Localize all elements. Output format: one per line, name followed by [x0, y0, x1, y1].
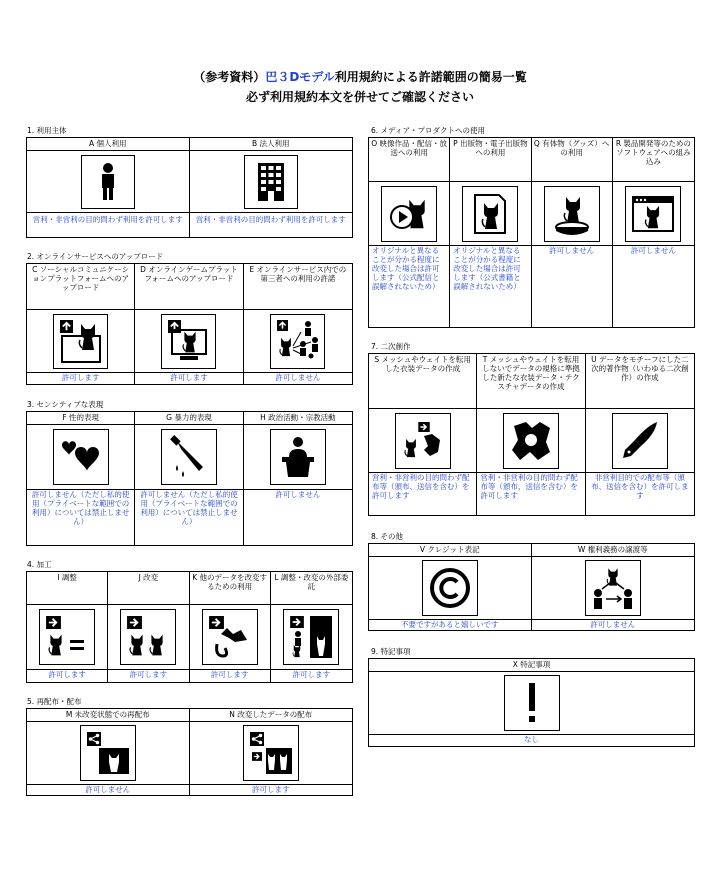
item-i: [27, 572, 108, 682]
item-answer: 許可しません: [630, 246, 676, 255]
section-heading-5: 5. 再配布・配布: [27, 697, 82, 706]
share-modified-icon: [243, 725, 299, 781]
item-answer: 営利・非営利の目的問わず利用を許可します: [32, 215, 183, 224]
item-answer: オリジナルと異なることが分かる程度に改変した場合は許可します（公式書籍と誤解されないため）: [453, 246, 521, 291]
item-u: [586, 354, 694, 515]
adjust-icon: [39, 609, 95, 665]
item-e: [244, 264, 352, 384]
item-answer: 許可します: [252, 785, 290, 794]
section-5-table: [26, 708, 353, 796]
item-c: [27, 264, 135, 384]
item-answer: オリジナルと異なることが分かる程度に改変した場合は許可します（公式配信と誤解されないため）: [372, 246, 440, 291]
transfer-icon: [585, 560, 641, 616]
item-x: [369, 659, 694, 746]
item-answer: 許可しません: [275, 490, 321, 499]
item-answer: 不要ですがあると嬉しいです: [401, 620, 499, 629]
item-d: [135, 264, 243, 384]
item-header: M 未改変状態での再配布: [27, 709, 189, 722]
item-answer: 許可しません: [275, 373, 321, 382]
knife-icon: [161, 429, 217, 485]
document-title: （参考資料）巴３Dモデル利用規約による許諾範囲の簡易一覧: [193, 70, 527, 84]
section-4-table: [26, 571, 353, 683]
item-header: K 他のデータを改変するための利用: [190, 572, 270, 605]
item-l: [271, 572, 352, 682]
item-s: [369, 354, 477, 515]
section-heading-4: 4. 加工: [27, 560, 52, 569]
section-3-table: [26, 411, 353, 546]
item-answer: 許可します: [170, 373, 208, 382]
item-header: C ソーシャルコミュニケーションプラットフォームへのアップロード: [27, 264, 134, 310]
costume-icon: [395, 413, 451, 469]
hearts-icon: [53, 429, 109, 485]
item-header: D オンラインゲームプラットフォームへのアップロード: [135, 264, 242, 310]
item-v: [369, 544, 532, 630]
item-r: [613, 138, 694, 327]
item-g: [135, 412, 243, 545]
podium-icon: [270, 429, 326, 485]
item-h: [244, 412, 352, 545]
brand-name: 巴３Dモデル: [265, 70, 335, 84]
item-header: B 法人利用: [190, 138, 353, 151]
section-heading-7: 7. 二次創作: [371, 342, 411, 351]
section-2-table: [26, 263, 353, 385]
item-answer: 許可しません: [590, 620, 636, 629]
section-heading-9: 9. 特記事項: [371, 647, 411, 656]
new-costume-icon: [503, 413, 559, 469]
item-answer: 営利・非営利の目的問わず配布等（頒布、送信を含む）を許可します: [372, 473, 470, 500]
item-k: [190, 572, 271, 682]
item-answer: なし: [524, 735, 539, 744]
pen-icon: [612, 413, 668, 469]
item-header: P 出版物・電子出版物への利用: [450, 138, 530, 182]
item-j: [108, 572, 189, 682]
item-n: [190, 709, 353, 795]
item-answer: 許可します: [210, 670, 249, 679]
section-heading-2: 2. オンラインサービスへのアップロード: [27, 252, 164, 261]
social-upload-icon: [53, 314, 108, 369]
item-header: Q 有体物（グッズ）への利用: [532, 138, 612, 182]
item-header: R 製品開発等のためのソフトウェアへの組み込み: [613, 138, 694, 182]
video-icon: [381, 186, 437, 242]
section-heading-1: 1. 利用主体: [27, 126, 67, 135]
section-1-table: [26, 137, 353, 238]
share-unmodified-icon: [80, 725, 136, 781]
item-header: O 映像作品・配信・放送への利用: [369, 138, 449, 182]
item-answer: 許可しません（ただし私的使用（プライベートな範囲での利用）については禁止しません）: [31, 490, 130, 526]
item-w: [532, 544, 695, 630]
section-8-table: [368, 543, 695, 631]
item-b: [190, 138, 353, 237]
software-window-icon: [625, 186, 681, 242]
item-header: A 個人利用: [27, 138, 189, 151]
item-header: G 暴力的表現: [135, 412, 242, 425]
item-answer: 許可します: [61, 373, 100, 382]
document-icon: [462, 186, 518, 242]
item-header: I 調整: [27, 572, 107, 605]
item-answer: 許可します: [48, 670, 86, 679]
item-header: L 調整・改変の外部委託: [271, 572, 352, 605]
section-6-table: [368, 137, 695, 328]
item-header: V クレジット表記: [369, 544, 531, 557]
item-p: [450, 138, 531, 327]
item-header: N 改変したデータの配布: [190, 709, 353, 722]
item-answer: 営利・非営利の目的問わず配布等（頒布、送信を含む）を許可します: [480, 473, 578, 500]
section-heading-3: 3. センシティブな表現: [27, 400, 104, 409]
document-subtitle: 必ず利用規約本文を併せてご確認ください: [245, 90, 474, 104]
item-answer: 許可します: [129, 670, 168, 679]
section-heading-8: 8. その他: [371, 532, 404, 541]
figure-icon: [544, 186, 600, 242]
item-answer: 許可します: [292, 670, 331, 679]
item-answer: 許可しません: [85, 785, 131, 794]
person-icon: [81, 155, 135, 209]
section-9-table: [368, 658, 695, 747]
third-party-license-icon: [270, 314, 325, 369]
building-icon: [244, 155, 298, 209]
item-answer: 営利・非営利の目的問わず利用を許可します: [195, 215, 346, 224]
exclamation-icon: [504, 675, 560, 731]
item-header: F 性的表現: [27, 412, 134, 425]
item-m: [27, 709, 190, 795]
item-answer: 許可しません: [549, 246, 595, 255]
game-upload-icon: [161, 314, 216, 369]
item-a: [27, 138, 190, 237]
section-heading-6: 6. メディア・プロダクトへの使用: [371, 126, 485, 135]
item-header: X 特記事項: [369, 659, 694, 672]
item-header: H 政治活動・宗教活動: [244, 412, 352, 425]
copyright-icon: [422, 560, 478, 616]
item-header: E オンラインサービス内での第三者への利用の許諾: [244, 264, 352, 310]
item-header: W 権利義務の譲渡等: [532, 544, 695, 557]
item-header: T メッシュやウェイトを転用しないでデータの規格に準拠した新たな衣装データ・テクスチャデータの作成: [477, 354, 584, 409]
item-header: U データをモチーフにした二次的著作物（いわゆる二次創作）の作成: [586, 354, 694, 409]
outsource-icon: [283, 609, 339, 665]
use-for-other-data-icon: [202, 609, 258, 665]
item-f: [27, 412, 135, 545]
item-q: [532, 138, 613, 327]
item-header: S メッシュやウェイトを転用した衣装データの作成: [369, 354, 476, 409]
item-o: [369, 138, 450, 327]
section-7-table: [368, 353, 695, 516]
modify-icon: [120, 609, 176, 665]
item-answer: 非営利目的での配布等（頒布、送信を含む）を許可します: [591, 473, 689, 500]
item-t: [477, 354, 585, 515]
item-answer: 許可しません（ただし私的使用（プライベートな範囲での利用）については禁止しません）: [140, 490, 238, 526]
item-header: J 改変: [108, 572, 188, 605]
